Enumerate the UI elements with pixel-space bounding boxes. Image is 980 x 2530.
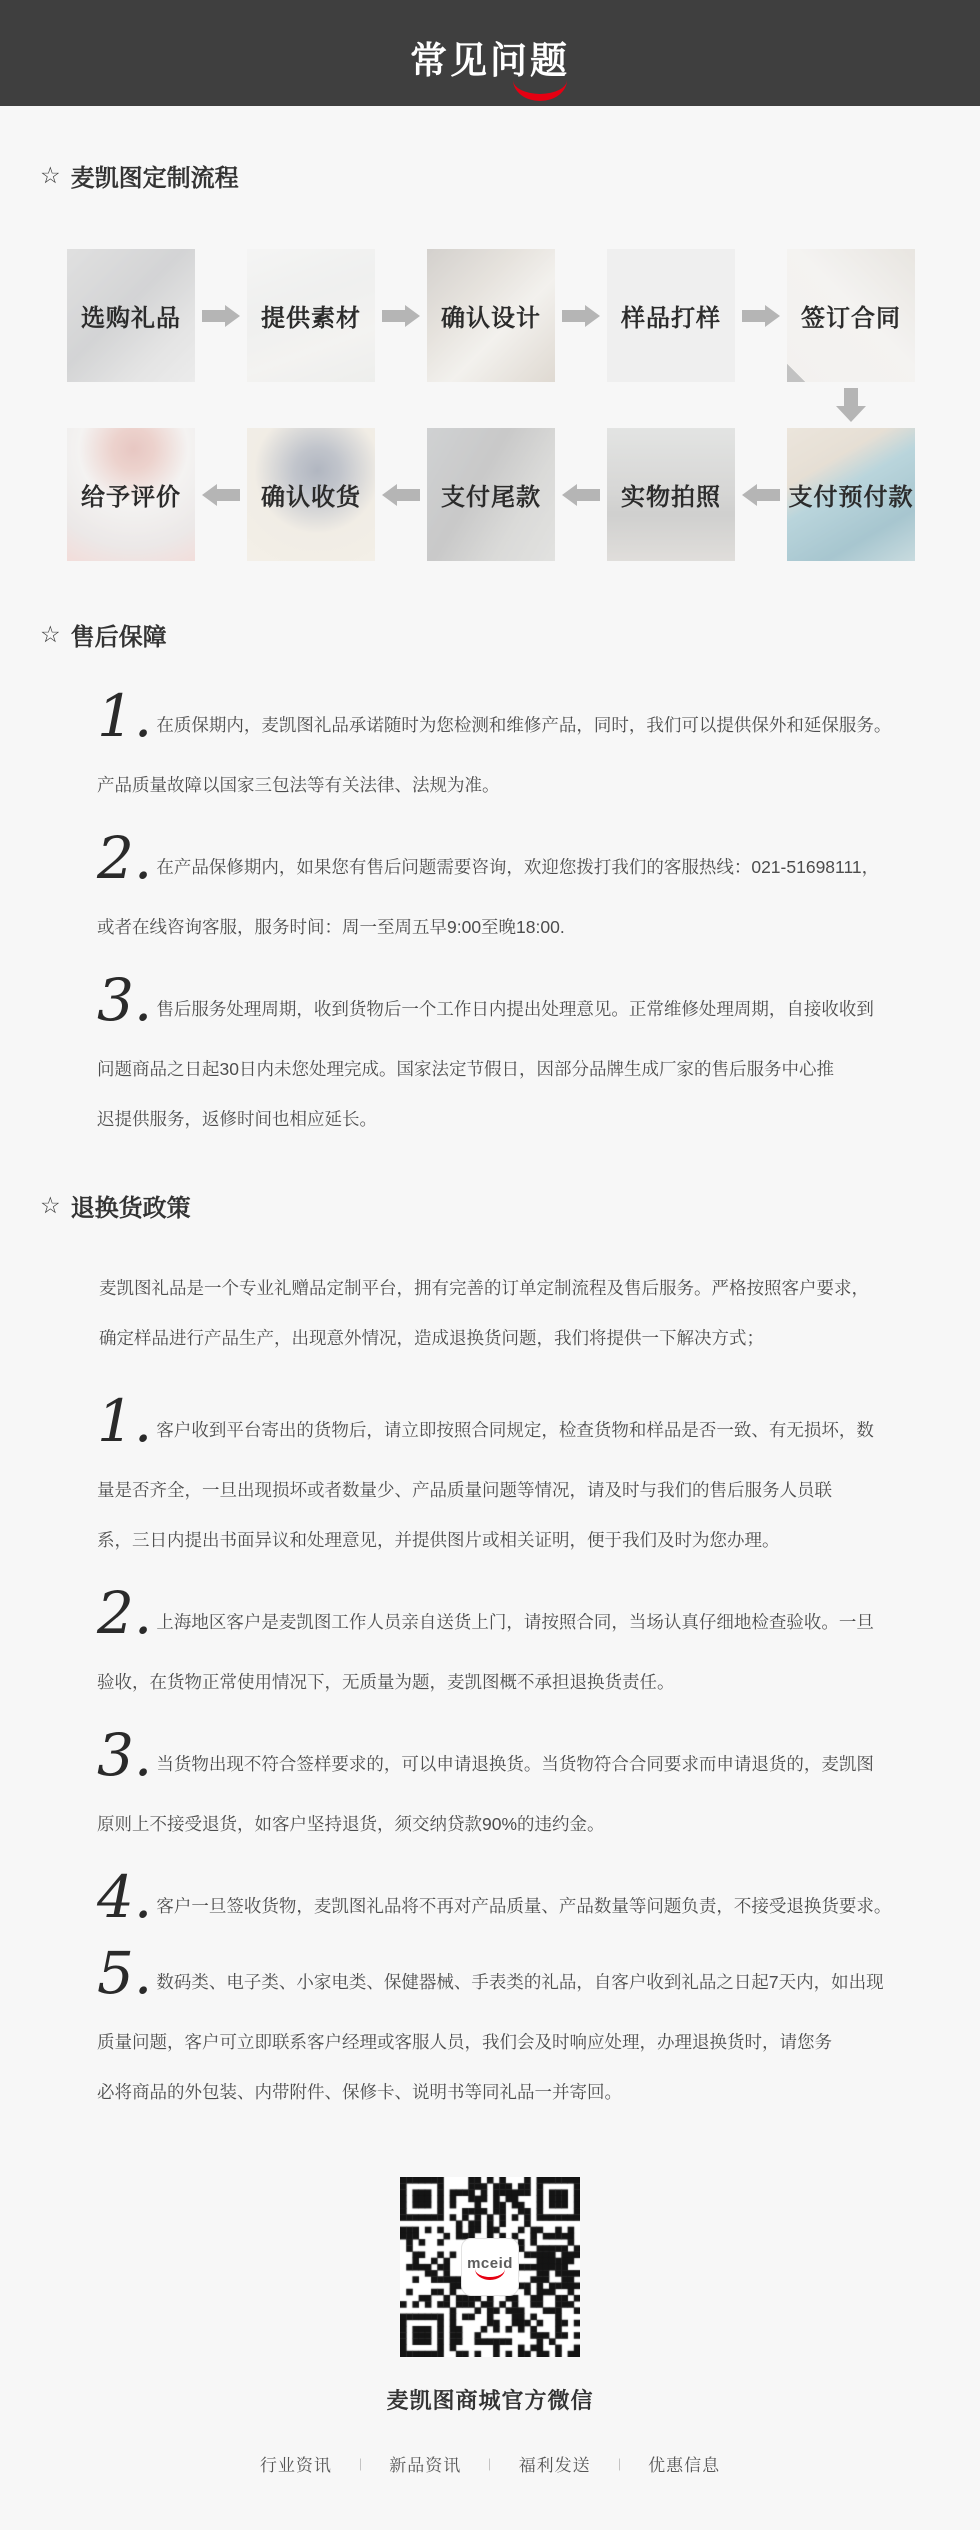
item-text: 在质保期内，麦凯图礼品承诺随时为您检测和维修产品，同时，我们可以提供保外和延保服务。	[156, 715, 892, 735]
arrow-left-icon	[742, 484, 780, 506]
step-select-gifts	[67, 249, 195, 382]
aftersale-items	[97, 682, 980, 1144]
item-number: 5.	[97, 1939, 153, 2007]
section-title-text: 退换货政策	[70, 1195, 191, 1222]
item-text: 质量问题，客户可立即联系客户经理或客服人员，我们会及时响应处理，办理退换货时，请您务	[97, 2032, 832, 2052]
step-label: 签订合同	[801, 305, 901, 332]
step-photo-of-product	[607, 428, 735, 561]
footer-link-new-products[interactable]: 新品资讯	[389, 2456, 462, 2475]
footer-separator: |	[488, 2456, 492, 2471]
item-number: 1.	[97, 1387, 153, 1455]
arrow-left-icon	[202, 484, 240, 506]
aftersale-item-2	[97, 824, 980, 952]
step-give-review	[67, 428, 195, 561]
item-text: 必将商品的外包装、内带附件、保修卡、说明书等同礼品一并寄回。	[97, 2082, 622, 2102]
item-text: 原则上不接受退货，如客户坚持退货，须交纳贷款90%的违约金。	[97, 1814, 605, 1834]
returns-item-2	[97, 1579, 980, 1707]
item-text: 在产品保修期内，如果您有售后问题需要咨询，欢迎您拨打我们的客服热线：021-51698111，	[156, 857, 880, 877]
step-label: 提供素材	[261, 305, 361, 332]
aftersale-item-3	[97, 966, 980, 1144]
returns-intro	[99, 1263, 980, 1363]
item-text: 上海地区客户是麦凯图工作人员亲自送货上门，请按照合同，当场认真仔细地检查验收。一旦	[156, 1612, 874, 1632]
item-number: 3.	[97, 966, 153, 1034]
arrow-right-icon	[202, 305, 240, 327]
intro-text: 确定样品进行产品生产，出现意外情况，造成退换货问题，我们将提供一下解决方式；	[99, 1328, 764, 1348]
item-text: 当货物出现不符合签样要求的，可以申请退换货。当货物符合合同要求而申请退货的，麦凯图	[156, 1754, 874, 1774]
arrow-down-icon	[836, 388, 866, 422]
red-smile-icon	[475, 2269, 505, 2280]
arrow-right-icon	[742, 305, 780, 327]
process-row-1	[67, 249, 980, 382]
page-title: 常见问题	[410, 40, 570, 81]
section-title-aftersale	[40, 617, 980, 652]
section-title-text: 麦凯图定制流程	[70, 165, 239, 192]
step-confirm-design	[427, 249, 555, 382]
footer-link-industry-news[interactable]: 行业资讯	[259, 2456, 332, 2475]
item-text: 验收，在货物正常使用情况下，无质量为题，麦凯图概不承担退换货责任。	[97, 1672, 675, 1692]
page-banner	[0, 0, 980, 106]
item-text: 数码类、电子类、小家电类、保健器械、手表类的礼品，自客户收到礼品之日起7天内，如出现	[156, 1972, 884, 1992]
item-text: 系，三日内提出书面异议和处理意见，并提供图片或相关证明，便于我们及时为您办理。	[97, 1530, 780, 1550]
step-label: 支付尾款	[441, 484, 541, 511]
footer-separator: |	[618, 2456, 621, 2471]
returns-item-1	[97, 1387, 980, 1565]
item-text: 问题商品之日起30日内未您处理完成。国家法定节假日，因部分品牌生成厂家的售后服务中心推	[97, 1059, 834, 1079]
item-text: 客户一旦签收货物，麦凯图礼品将不再对产品质量、产品数量等问题负责，不接受退换货要求。	[156, 1896, 892, 1916]
qr-caption: 麦凯图商城官方微信	[386, 2388, 594, 2413]
qr-code	[400, 2177, 580, 2357]
returns-item-5	[97, 1939, 980, 2117]
footer-link-benefits[interactable]: 福利发送	[518, 2456, 591, 2475]
item-text: 迟提供服务，返修时间也相应延长。	[97, 1109, 377, 1129]
step-sample-proofing	[607, 249, 735, 382]
section-title-text: 售后保障	[70, 624, 167, 651]
item-number: 3.	[97, 1721, 153, 1789]
arrow-left-icon	[382, 484, 420, 506]
step-sign-contract	[787, 249, 915, 382]
footer-separator: |	[359, 2456, 362, 2471]
wechat-qr-block	[0, 2177, 980, 2415]
star-icon: ☆	[40, 162, 61, 188]
returns-items	[97, 1387, 980, 2117]
arrow-right-icon	[562, 305, 600, 327]
intro-text: 麦凯图礼品是一个专业礼赠品定制平台，拥有完善的订单定制流程及售后服务。严格按照客户要求，	[99, 1278, 869, 1298]
returns-item-4	[97, 1863, 980, 1931]
step-label: 实物拍照	[621, 484, 721, 511]
step-label: 样品打样	[621, 305, 721, 332]
item-text: 客户收到平台寄出的货物后，请立即按照合同规定，检查货物和样品是否一致、有无损坏，数	[156, 1420, 874, 1440]
returns-item-3	[97, 1721, 980, 1849]
process-connector	[67, 382, 980, 428]
footer-links	[0, 2451, 980, 2530]
aftersale-item-1	[97, 682, 980, 810]
star-icon: ☆	[40, 1192, 61, 1218]
step-label: 选购礼品	[81, 305, 181, 332]
star-icon: ☆	[40, 621, 61, 647]
step-confirm-receipt	[247, 428, 375, 561]
step-label: 支付预付款	[788, 484, 914, 511]
section-title-returns	[40, 1188, 980, 1223]
section-title-process	[40, 106, 980, 193]
brand-logo-text: mceid	[467, 2254, 513, 2272]
step-label: 确认设计	[441, 305, 541, 332]
qr-center-logo	[461, 2238, 519, 2296]
step-provide-materials	[247, 249, 375, 382]
item-number: 2.	[97, 1579, 153, 1647]
item-text: 量是否齐全，一旦出现损坏或者数量少、产品质量问题等情况，请及时与我们的售后服务人员联	[97, 1480, 832, 1500]
item-number: 4.	[97, 1863, 153, 1931]
step-label: 给予评价	[81, 484, 181, 511]
arrow-right-icon	[382, 305, 420, 327]
footer-link-promotions[interactable]: 优惠信息	[648, 2456, 721, 2475]
item-number: 2.	[97, 824, 153, 892]
item-number: 1.	[97, 682, 153, 750]
step-label: 确认收货	[261, 484, 361, 511]
step-pay-balance	[427, 428, 555, 561]
process-flow-diagram	[67, 249, 980, 561]
item-text: 售后服务处理周期，收到货物后一个工作日内提出处理意见。正常维修处理周期，自接收收到	[156, 999, 874, 1019]
item-text: 或者在线咨询客服，服务时间：周一至周五早9:00至晚18:00.	[97, 917, 565, 937]
step-pay-deposit	[787, 428, 915, 561]
process-row-2	[67, 428, 980, 561]
arrow-left-icon	[562, 484, 600, 506]
item-text: 产品质量故障以国家三包法等有关法律、法规为准。	[97, 775, 500, 795]
